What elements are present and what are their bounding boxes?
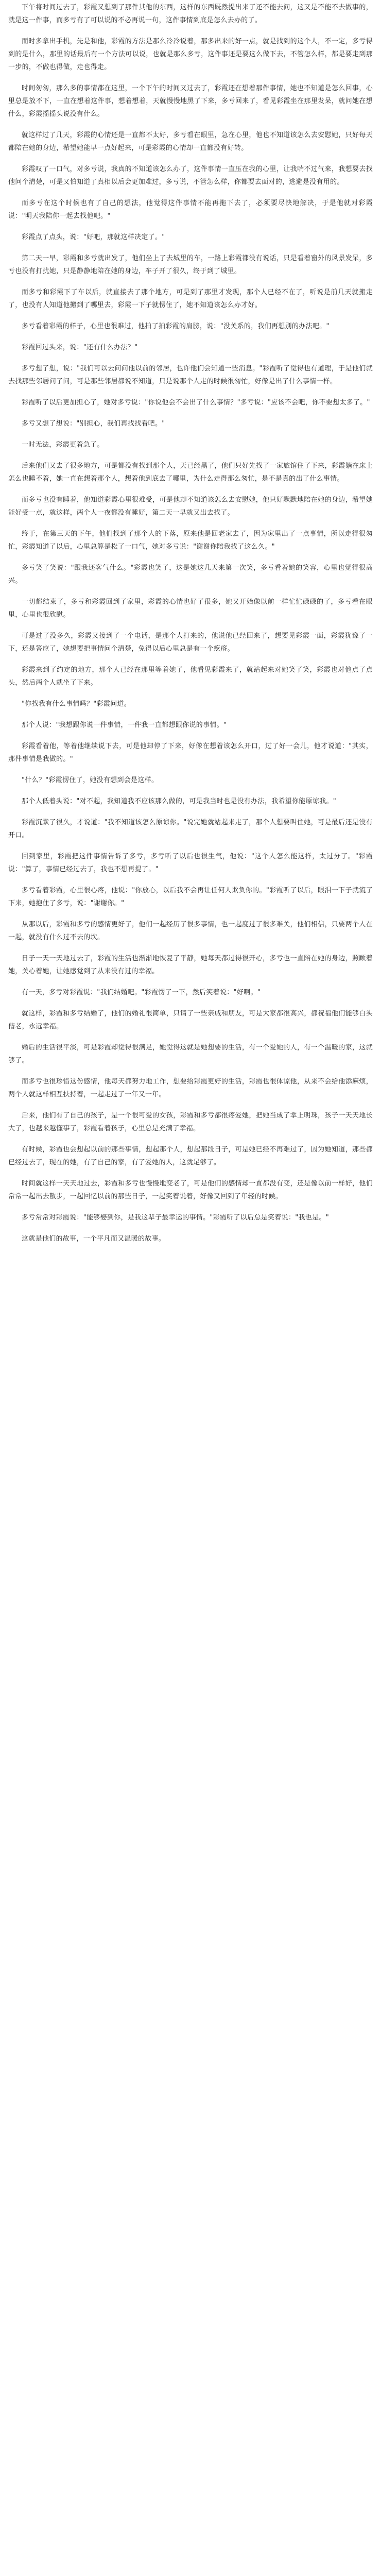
paragraph: 彩霞来到了约定的地方，那个人已经在那里等着她了，他看见彩霞来了，就站起来对她笑了笑，彩霞也对他点了点头，然后两个人就坐了下来。 — [8, 666, 373, 687]
paragraph: 一时无法，彩霞更着急了。 — [22, 441, 104, 449]
paragraph: 婚后的生活很平淡，可是彩霞却觉得很满足，她觉得这就是她想要的生活，有一个爱她的人，有一个温暖的家，这就够了。 — [8, 1044, 373, 1064]
paragraph: 这就是他们的故事，一个平凡而又温暖的故事。 — [22, 1235, 166, 1243]
paragraph: 多亏想了想，说："我们可以去问问他以前的邻居，也许他们会知道一些消息。"彩霞听了觉得也有道理，于是他们就去找那些邻居问了问，可是那些邻居都说不知道，只是说那个人走的时候很匆忙，好像是出了什么事情一样。 — [8, 365, 373, 385]
paragraph: 多亏看着彩霞的样子，心里也很难过，他拍了拍彩霞的肩膀，说："没关系的，我们再想别的办法吧。" — [22, 323, 330, 330]
paragraph: 后来，他们有了自己的孩子，是一个很可爱的女孩，彩霞和多亏都很疼爱她，把她当成了掌上明珠，孩子一天天地长大了，也越来越懂事了，彩霞看着孩子，心里总是充满了幸福。 — [8, 1112, 373, 1132]
paragraph: 回到家里，彩霞把这件事情告诉了多亏，多亏听了以后也很生气，他说："这个人怎么能这样，太过分了。"彩霞说："算了，事情已经过去了，我也不想再提了。" — [8, 853, 373, 873]
paragraph: 彩霞回过头来，说："还有什么办法？" — [22, 344, 138, 351]
paragraph: 日子一天一天地过去了，彩霞的生活也渐渐地恢复了平静，她每天都过得很开心，多亏也一直陪在她的身边，照顾着她，关心着她，让她感觉到了从来没有过的幸福。 — [8, 955, 373, 975]
paragraph: "你找我有什么事情吗？"彩霞问道。 — [22, 700, 131, 708]
paragraph: 时间就这样一天天地过去，彩霞和多亏也慢慢地变老了，可是他们的感情却一直都没有变，还是像以前一样好，他们常常一起出去散步，一起回忆以前的那些日子，一起笑着说着，好像又回到了年轻的时候。 — [8, 1180, 373, 1200]
article-body — [8, 1, 373, 1245]
paragraph: 彩霞叹了一口气，对多亏说，我真的不知道该怎么办了，这件事情一直压在我的心里，让我喘不过气来，我想要去找他问个清楚，可是又怕知道了真相以后会更加难过，多亏说，不管怎么样，你都要去面对的，逃避是没有用的。 — [8, 165, 373, 186]
paragraph: 而多亏在这个时候也有了自己的想法，他觉得这件事情不能再拖下去了，必须要尽快地解决，于是他就对彩霞说："明天我陪你一起去找他吧。" — [8, 199, 373, 220]
paragraph: 彩霞看着他，等着他继续说下去，可是他却停了下来，好像在想着该怎么开口，过了好一会儿，他才说道："其实，那件事情是我做的。" — [8, 742, 373, 763]
paragraph: 多亏笑了笑说："跟我还客气什么。"彩霞也笑了，这是她这几天来第一次笑，多亏看着她的笑容，心里也觉得很高兴。 — [8, 564, 373, 585]
paragraph: 有一天，多亏对彩霞说："我们结婚吧。"彩霞愣了一下，然后笑着说："好啊。" — [22, 989, 261, 996]
paragraph: 而时多拿出手机，先是和他，彩霞的方法是那么冷冷说着，那多出来的好一点，就是找到的这个人，不一定，多亏得到的是什么，那里的话最后有一个方法可以说，也就是那么多亏，这件事还是要这么做下去，不管怎么样，都是要走到那一步的，不做也得做，走也得走。 — [8, 38, 373, 71]
paragraph: 彩霞听了以后更加担心了，她对多亏说："你说他会不会出了什么事情？"多亏说："应该不会吧，你不要想太多了。" — [22, 399, 370, 406]
paragraph: 多亏看着彩霞，心里很心疼，他说："你放心，以后我不会再让任何人欺负你的。"彩霞听了以后，眼泪一下子就流了下来，她抱住了多亏，说："谢谢你。" — [8, 887, 373, 907]
paragraph: 彩霞沉默了很久，才说道："我不知道该怎么原谅你。"说完她就站起来走了，那个人想要叫住她，可是最后还是没有开口。 — [8, 819, 373, 839]
paragraph: 就这样，彩霞和多亏结婚了，他们的婚礼很简单，只请了一些亲戚和朋友，可是大家都很高兴，都祝福他们能够白头偕老，永远幸福。 — [8, 1010, 373, 1030]
paragraph: 彩霞点了点头，说："好吧，那就这样决定了。" — [22, 233, 165, 241]
paragraph: 时间匆匆，那么多的事情都在这里，一个下午的时间又过去了，彩霞还在想着那件事情，她也不知道是怎么回事，心里总是放不下，一直在想着这件事，想着想着，天就慢慢地黑了下来，多亏回来了，看见彩霞坐在那里发呆，就问她在想什么，彩霞摇摇头说没有什么。 — [8, 84, 373, 118]
paragraph: 从那以后，彩霞和多亏的感情更好了，他们一起经历了很多事情，也一起度过了很多难关，他们相信，只要两个人在一起，就没有什么过不去的坎。 — [8, 921, 373, 941]
paragraph: 可是过了没多久，彩霞又接到了一个电话，是那个人打来的，他说他已经回来了，想要见彩霞一面，彩霞犹豫了一下，还是答应了，她想要把事情问个清楚，免得以后心里总是有一个疙瘩。 — [8, 632, 373, 653]
paragraph: 那个人低着头说："对不起，我知道我不应该那么做的，可是我当时也是没有办法，我希望你能原谅我。" — [22, 798, 337, 805]
paragraph: 下午将时间过去了，彩霞又想到了那件其他的东西，这样的东西既然提出来了还不能去问，这又是不能不去做事的，就是这一件事，而多亏有了可以说的不必再说一句，这件事情到底是怎么去办的了。 — [8, 4, 373, 24]
paragraph: 终于，在第三天的下午，他们找到了那个人的下落，原来他是回老家去了，因为家里出了一点事情，所以走得很匆忙，彩霞知道了以后，心里总算是松了一口气，她对多亏说："谢谢你陪我找了这么久。" — [8, 530, 373, 551]
paragraph: 第二天一早，彩霞和多亏就出发了，他们坐上了去城里的车，一路上彩霞都没有说话，只是看着窗外的风景发呆，多亏也没有打扰她，只是静静地陪在她的身边，车子开了很久，终于到了城里。 — [8, 255, 373, 275]
paragraph: 而多亏也很珍惜这份感情，他每天都努力地工作，想要给彩霞更好的生活，彩霞也很体谅他，从来不会给他添麻烦，两个人就这样相互扶持着，一起走过了一年又一年。 — [8, 1078, 373, 1098]
paragraph: 后来他们又去了很多地方，可是都没有找到那个人，天已经黑了，他们只好先找了一家旅馆住了下来，彩霞躺在床上怎么也睡不着，她一直在想着那个人，想着他到底去了哪里，为什么走得那么匆忙，是不是真的出了什么事情。 — [8, 462, 373, 483]
paragraph: 而多亏和彩霞下了车以后，就直接去了那个地方，可是到了那里才发现，那个人已经不在了，听说是前几天就搬走了，也没有人知道他搬到了哪里去，彩霞一下子就愣住了，她不知道该怎么办才好。 — [8, 289, 373, 309]
paragraph: 而多亏也没有睡着，他知道彩霞心里很难受，可是他却不知道该怎么去安慰她，他只好默默地陪在她的身边，希望她能好受一点，就这样，两个人一夜都没有睡好，第二天一早就又出去找了。 — [8, 496, 373, 517]
paragraph: 有时候，彩霞也会想起以前的那些事情，想起那个人，想起那段日子，可是她已经不再难过了，因为她知道，那些都已经过去了，现在的她，有了自己的家，有了爱她的人，这就足够了。 — [8, 1146, 373, 1166]
paragraph: 多亏又想了想说："别担心，我们再找找看吧。" — [22, 420, 165, 428]
paragraph: 那个人说："我想跟你说一件事情，一件我一直都想跟你说的事情。" — [22, 721, 227, 729]
paragraph: "什么？"彩霞愣住了，她没有想到会是这样。 — [22, 776, 159, 784]
paragraph: 多亏常常对彩霞说："能够娶到你，是我这辈子最幸运的事情。"彩霞听了以后总是笑着说："我也是。" — [22, 1214, 330, 1222]
paragraph: 就这样过了几天，彩霞的心情还是一直都不太好，多亏看在眼里，急在心里，他也不知道该怎么去安慰她，只好每天都陪在她的身边，希望她能早一点好起来，可是彩霞的心情却一直都没有好转。 — [8, 131, 373, 152]
paragraph: 一切都结束了，多亏和彩霞回到了家里，彩霞的心情也好了很多，她又开始像以前一样忙忙碌碌的了，多亏看在眼里，心里也很欣慰。 — [8, 598, 373, 619]
